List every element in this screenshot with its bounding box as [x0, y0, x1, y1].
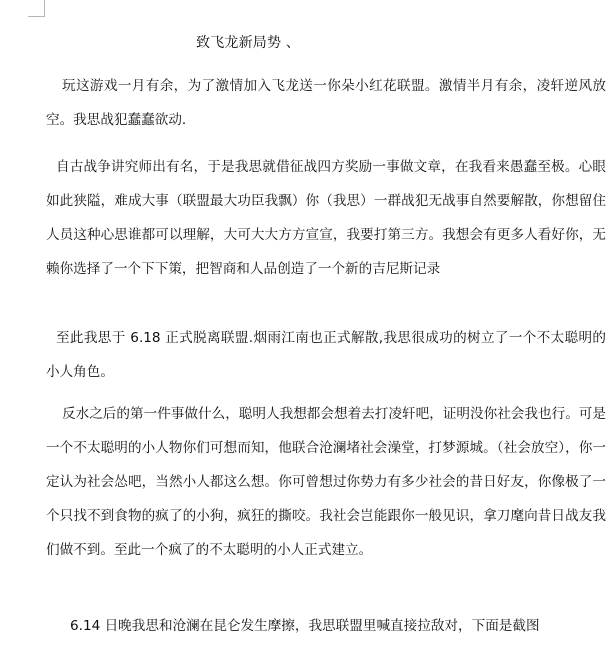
paragraph-4: 反水之后的第一件事做什么，聪明人我想都会想着去打凌轩吧，证明没你社会我也行。可是一个不太聪明的小人物你们可想而知，他联合沧澜堵社会澡堂，打梦源城。（社会放空），你一定认为社会怂吧，当然小人都这么想。你可曾想过你势力有多少社会的昔日好友，你像极了一个只找不到食物的疯了的小狗，疯狂的撕咬。我社会岂能跟你一般见识，拿刀麾向昔日战友我们做不到。至此一个疯了的不太聪明的小人正式建立。	[46, 406, 606, 558]
document-title: 致飞龙新局势 、	[196, 35, 301, 51]
page-corner-marker	[28, 0, 45, 17]
paragraph-3: 至此我思于 6.18 正式脱离联盟.烟雨江南也正式解散,我思很成功的树立了一个不太聪明的小人角色。	[46, 330, 606, 380]
paragraph-1: 玩这游戏一月有余，为了激情加入飞龙送一你朵小红花联盟。激情半月有余，凌轩逆风放空。我思战犯蠢蠢欲动.	[46, 78, 606, 128]
paragraph-2: 自古战争讲究师出有名，于是我思就借征战四方奖励一事做文章，在我看来愚蠢至极。心眼如此狭隘，难成大事（联盟最大功臣我飘）你（我思）一群战犯无战事自然要解散，你想留住人员这种心思谁都可以理解，大可大大方方宣宣，我要打第三方。我想会有更多人看好你，无赖你选择了一个下下策，把智商和人品创造了一个新的吉尼斯记录	[46, 159, 606, 277]
paragraph-5: 6.14 日晚我思和沧澜在昆仑发生摩擦，我思联盟里喊直接拉敌对，下面是截图	[70, 618, 540, 634]
